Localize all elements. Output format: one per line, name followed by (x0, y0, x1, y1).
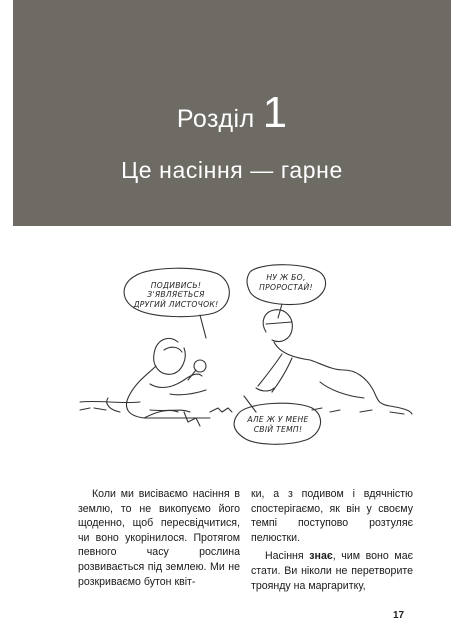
bubble-bottom-line-1: АЛЕ Ж У МЕНЕ (247, 415, 309, 424)
paragraph-right-2-end: , чим воно має стати. Ви ніколи не перетворите троянду на маргаритку, (251, 550, 414, 592)
page-number: 17 (393, 610, 405, 621)
paragraph-right-1: ки, а з подивом і вдячністю спостерігаємо, як він у своєму темпі поступово розтуляє пелюстки. (251, 488, 413, 544)
bubble-left-line-1: ПОДИВИСЬ! (150, 281, 202, 290)
bubble-left-line-3: ДРУГИЙ ЛИСТОЧОК! (133, 300, 219, 309)
bubble-right-line-2: ПРОРОСТАЙ! (259, 283, 313, 292)
chapter-number: 1 (262, 88, 288, 137)
paragraph-left: Коли ми висіваємо насіння в землю, то не викопуємо його щоденно, щоб пересвідчитися, чи воно укорінилося. Протягом певного часу рослина розвивається під землею. Ми не розкриваємо бутон квіт- (78, 488, 240, 588)
chapter-title: Це насіння — гарне (121, 157, 343, 183)
chapter-heading (13, 88, 451, 138)
girl-figure (107, 338, 210, 418)
bubble-left-line-2: З'ЯВЛЯЄТЬСЯ (147, 290, 205, 299)
paragraph-right-2-start: Насіння (265, 550, 310, 563)
emphasis-knows: знає (309, 550, 333, 563)
body-column-right (251, 487, 413, 597)
chapter-header (13, 0, 451, 226)
body-column-left (78, 487, 240, 593)
paragraph-right-2 (251, 549, 413, 593)
chapter-word: Розділ (176, 105, 255, 133)
bubble-right-line-1: НУ Ж БО, (266, 273, 306, 282)
bubble-bottom-line-2: СВІЙ ТЕМП! (253, 425, 303, 434)
boy-figure (256, 310, 412, 414)
illustration (60, 262, 420, 474)
